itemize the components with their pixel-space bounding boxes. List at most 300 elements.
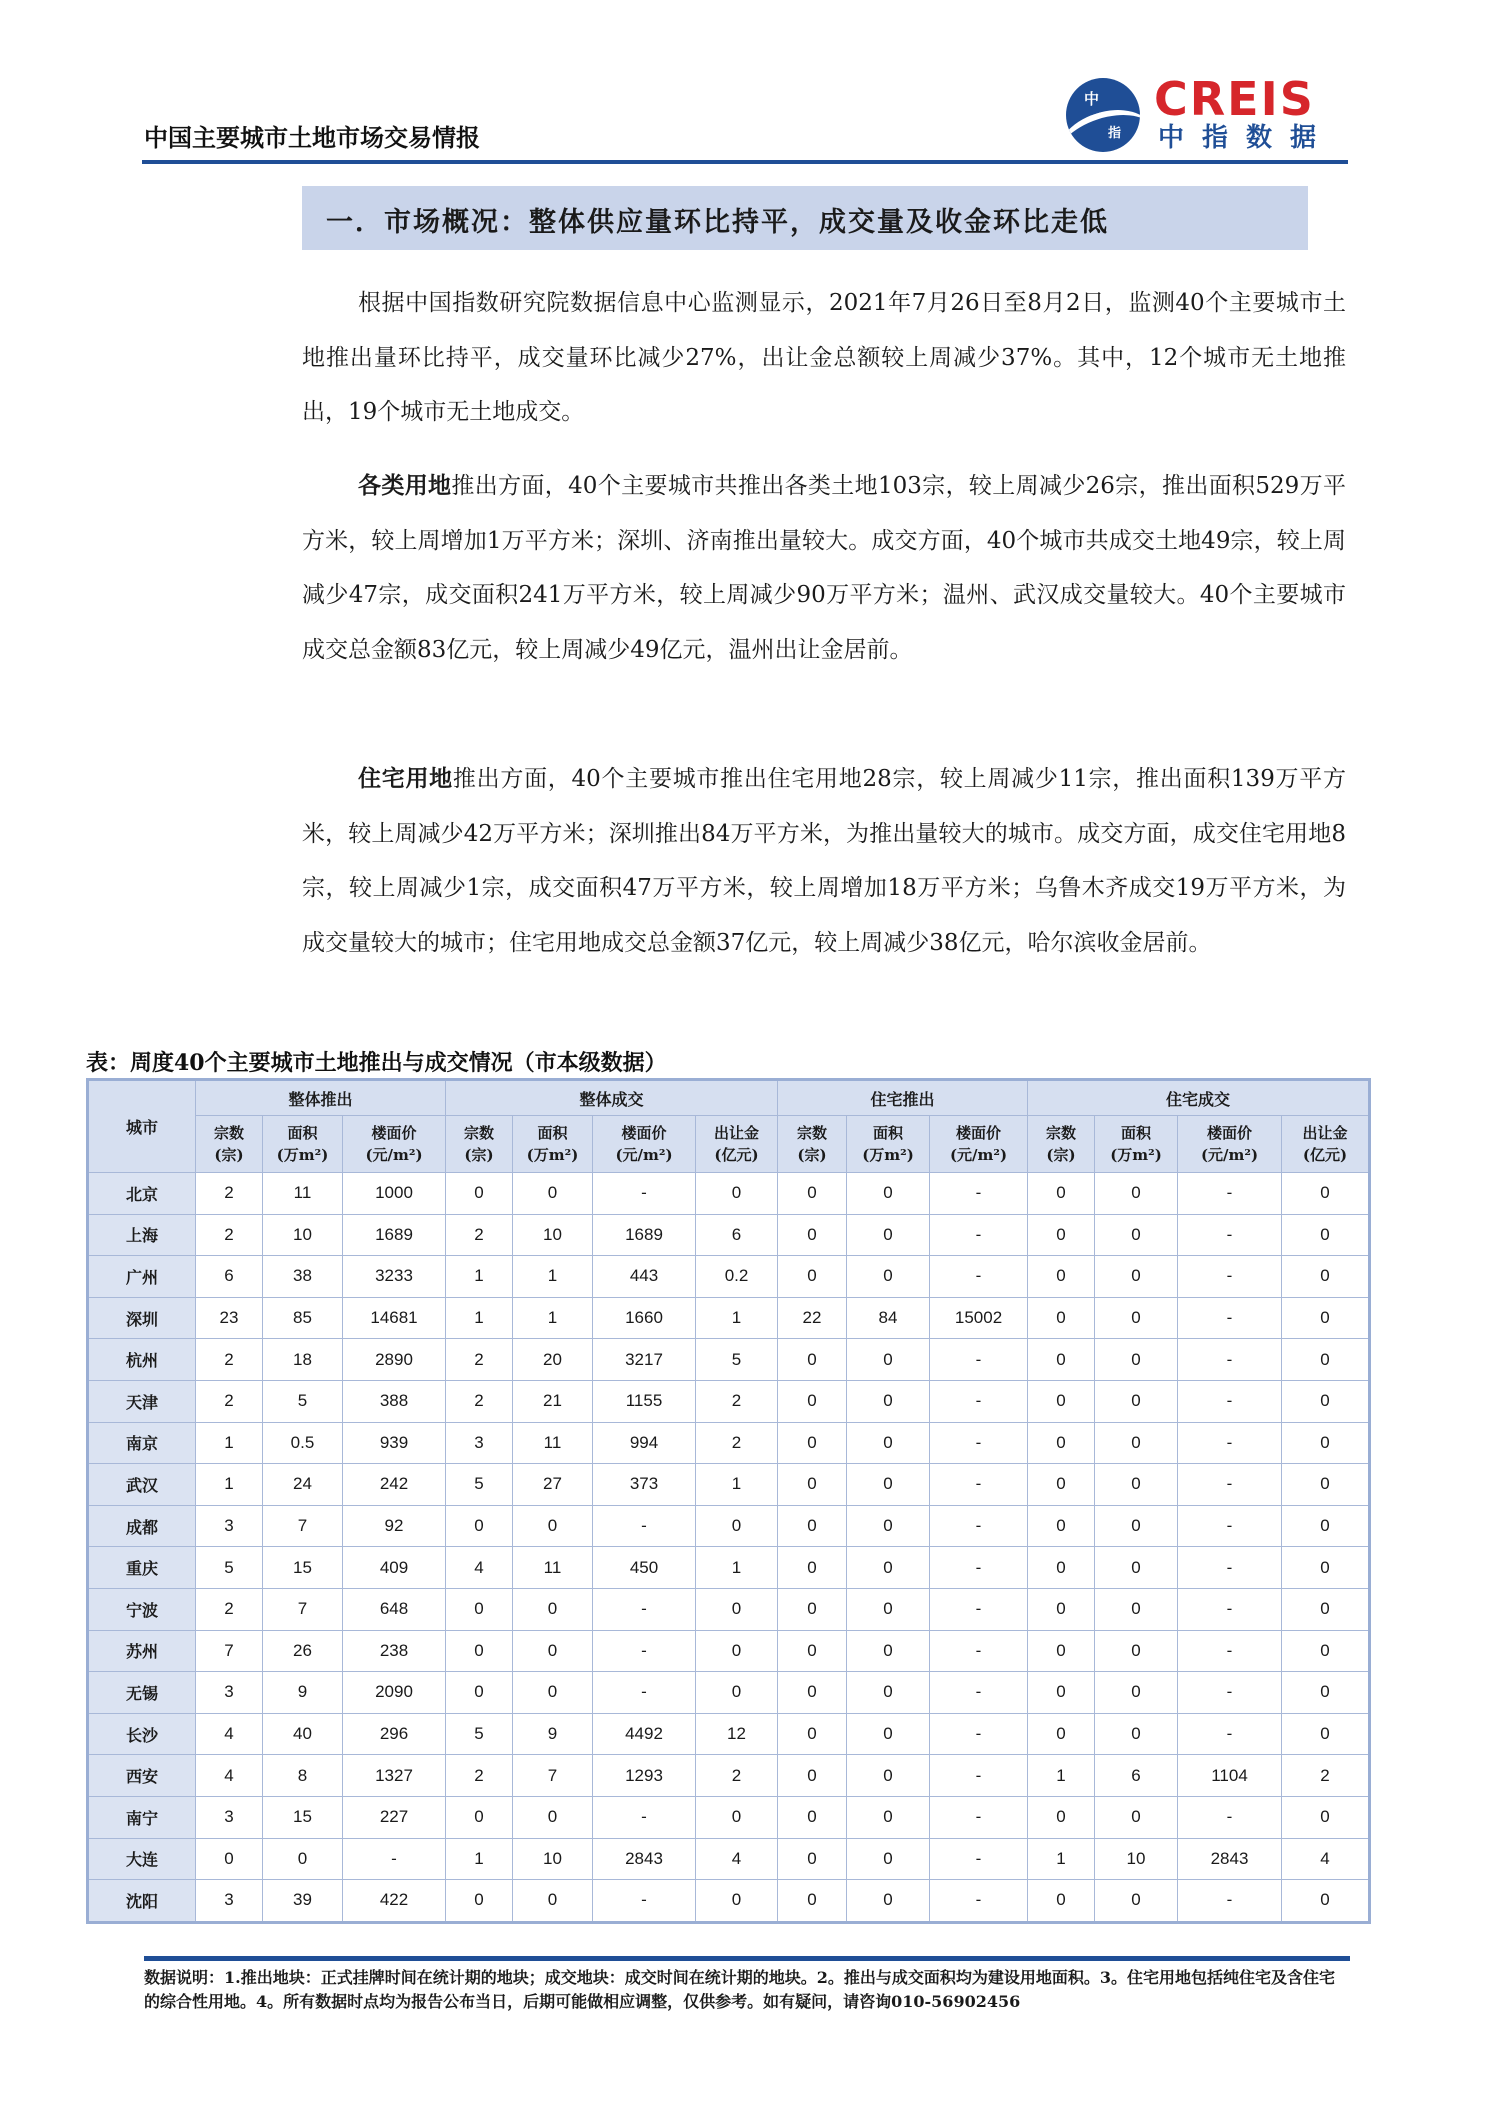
table-cell: 0 [446,1588,513,1630]
city-cell: 南京 [88,1422,196,1464]
table-cell: 0 [446,1505,513,1547]
table-cell: - [593,1588,696,1630]
table-cell: 7 [263,1588,343,1630]
table-cell: 0 [847,1464,930,1506]
table-cell: 0 [847,1588,930,1630]
column-header-label: 面积 [1121,1124,1152,1142]
column-header-label: 楼面价 [621,1124,667,1142]
table-cell: 0 [1095,1588,1178,1630]
column-header-unit: (宗) [797,1146,827,1164]
logo-wordmark: CREIS [1154,72,1315,126]
table-cell: 0 [1095,1505,1178,1547]
paragraph-all-land [302,459,1346,677]
table-cell: 4 [696,1838,778,1880]
table-cell: 0 [847,1173,930,1215]
city-column-header: 城市 [88,1080,196,1173]
table-cell: 2 [1282,1755,1370,1797]
table-cell: 0 [847,1880,930,1923]
table-cell: 0 [1095,1422,1178,1464]
column-header [847,1116,930,1173]
table-cell: 373 [593,1464,696,1506]
table-cell: 9 [263,1672,343,1714]
table-cell: 0 [1282,1588,1370,1630]
table-cell: 4 [1282,1838,1370,1880]
city-cell: 天津 [88,1380,196,1422]
table-cell: 3 [196,1796,263,1838]
table-row [88,1297,1370,1339]
column-header-unit: (宗) [464,1146,494,1164]
column-header [930,1116,1028,1173]
column-header [593,1116,696,1173]
table-cell: 0 [1282,1547,1370,1589]
column-header [196,1116,263,1173]
table-cell: 0 [1028,1422,1095,1464]
table-cell: 0 [1095,1630,1178,1672]
table-cell: - [1178,1339,1282,1381]
table-cell: - [1178,1297,1282,1339]
table-cell: 1 [696,1547,778,1589]
table-cell: 1 [513,1297,593,1339]
group-header: 住宅成交 [1028,1080,1370,1116]
table-cell: 0 [696,1173,778,1215]
table-row [88,1755,1370,1797]
table-cell: 0 [446,1173,513,1215]
table-cell: 39 [263,1880,343,1923]
table-cell: 4492 [593,1713,696,1755]
table-cell: 0 [847,1256,930,1298]
table-cell: 0 [847,1838,930,1880]
table-cell: 0 [1282,1422,1370,1464]
table-row [88,1256,1370,1298]
table-cell: 3 [196,1505,263,1547]
logo-subtitle: 中指数据 [1158,123,1335,153]
table-cell: 11 [263,1173,343,1215]
table-cell: 2843 [1178,1838,1282,1880]
table-cell: - [930,1796,1028,1838]
table-row [88,1713,1370,1755]
table-cell: 1000 [343,1173,446,1215]
table-cell: 450 [593,1547,696,1589]
table-cell: - [1178,1173,1282,1215]
table-cell: 18 [263,1339,343,1381]
table-cell: 3 [196,1672,263,1714]
table-cell: 0 [1095,1297,1178,1339]
table-cell: 227 [343,1796,446,1838]
city-cell: 南宁 [88,1796,196,1838]
table-cell: 24 [263,1464,343,1506]
table-cell: 6 [696,1214,778,1256]
table-cell: 0 [1282,1214,1370,1256]
table-cell: 0 [847,1505,930,1547]
table-row [88,1464,1370,1506]
column-header-unit: (万m²) [276,1146,329,1164]
table-cell: - [930,1505,1028,1547]
land-transaction-table [86,1078,1371,1924]
table-row [88,1173,1370,1215]
table-cell: 0 [1095,1339,1178,1381]
table-cell: 0 [778,1422,847,1464]
table-cell: 3 [446,1422,513,1464]
table-cell: 0 [778,1214,847,1256]
table-cell: 0 [263,1838,343,1880]
table-cell: 0 [1028,1339,1095,1381]
table-cell: 14681 [343,1297,446,1339]
table-cell: 0 [1028,1256,1095,1298]
table-row [88,1588,1370,1630]
table-cell: 994 [593,1422,696,1464]
table-cell: 1660 [593,1297,696,1339]
paragraph-residential-land [302,752,1346,970]
table-cell: 0 [1282,1464,1370,1506]
table-cell: 0 [1282,1796,1370,1838]
logo-glyph-top: 中 [1084,90,1100,108]
table-cell: 85 [263,1297,343,1339]
table-cell: 0 [1282,1880,1370,1923]
table-cell: - [1178,1256,1282,1298]
table-cell: 2090 [343,1672,446,1714]
table-cell: - [1178,1380,1282,1422]
city-cell: 苏州 [88,1630,196,1672]
table-cell: - [930,1547,1028,1589]
table-cell: 0 [1028,1672,1095,1714]
table-cell: 20 [513,1339,593,1381]
table-cell: - [593,1630,696,1672]
city-cell: 重庆 [88,1547,196,1589]
table-cell: 2 [446,1339,513,1381]
table-cell: 3217 [593,1339,696,1381]
table-cell: 0 [1095,1880,1178,1923]
table-cell: 6 [196,1256,263,1298]
table-cell: 0 [847,1547,930,1589]
column-header-unit: (元/m²) [949,1146,1008,1164]
column-header-unit: (宗) [1046,1146,1076,1164]
table-cell: - [930,1755,1028,1797]
table-cell: 0 [778,1880,847,1923]
table-cell: 2 [696,1380,778,1422]
group-header: 整体推出 [196,1080,446,1116]
table-cell: 0 [1028,1214,1095,1256]
table-row [88,1547,1370,1589]
city-cell: 成都 [88,1505,196,1547]
table-cell: 6 [1095,1755,1178,1797]
table-cell: 4 [446,1547,513,1589]
table-cell: 5 [263,1380,343,1422]
table-cell: 1155 [593,1380,696,1422]
table-cell: 0 [847,1339,930,1381]
city-cell: 杭州 [88,1339,196,1381]
table-cell: 3233 [343,1256,446,1298]
table-cell: - [930,1173,1028,1215]
table-cell: 0 [446,1796,513,1838]
table-cell: 0 [847,1672,930,1714]
table-cell: 2 [696,1755,778,1797]
table-cell: 23 [196,1297,263,1339]
table-cell: 0 [778,1380,847,1422]
column-header-unit: (万m²) [526,1146,579,1164]
table-cell: 443 [593,1256,696,1298]
table-cell: 0 [778,1547,847,1589]
table-cell: 0 [847,1630,930,1672]
table-cell: 0 [1095,1214,1178,1256]
table-cell: 1 [696,1464,778,1506]
table-cell: 10 [513,1838,593,1880]
table-cell: 0 [778,1838,847,1880]
table-cell: 1689 [593,1214,696,1256]
table-cell: 422 [343,1880,446,1923]
table-cell: 0 [847,1755,930,1797]
paragraph-text: 推出方面，40个主要城市推出住宅用地28宗，较上周减少11宗，推出面积139万平方米，较上周减少42万平方米；深圳推出84万平方米，为推出量较大的城市。成交方面，成交住宅用地8宗，较上周减少1宗，成交面积47万平方米，较上周增加18万平方米；乌鲁木齐成交19万平方米，为成交量较大的城市；住宅用地成交总金额37亿元，较上周减少38亿元，哈尔滨收金居前。 [302,766,1347,956]
table-cell: 0 [1095,1380,1178,1422]
table-cell: 0 [1095,1464,1178,1506]
table-cell: 0 [446,1880,513,1923]
table-cell: 1 [446,1256,513,1298]
table-cell: - [930,1630,1028,1672]
table-cell: 0 [696,1588,778,1630]
table-cell: 7 [263,1505,343,1547]
table-cell: - [930,1713,1028,1755]
table-cell: 0 [778,1796,847,1838]
table-cell: - [1178,1880,1282,1923]
table-cell: 0 [1282,1672,1370,1714]
column-header [446,1116,513,1173]
table-cell: 939 [343,1422,446,1464]
table-cell: 1 [1028,1755,1095,1797]
city-cell: 西安 [88,1755,196,1797]
table-cell: - [930,1339,1028,1381]
table-cell: 0 [847,1713,930,1755]
table-cell: 648 [343,1588,446,1630]
table-cell: 7 [196,1630,263,1672]
table-cell: 0 [1282,1505,1370,1547]
table-cell: 2 [446,1214,513,1256]
column-header-unit: (亿元) [714,1146,759,1164]
group-header: 整体成交 [446,1080,778,1116]
table-row [88,1214,1370,1256]
column-header-unit: (元/m²) [365,1146,423,1164]
column-header-label: 楼面价 [956,1124,1002,1142]
table-cell: 15 [263,1547,343,1589]
column-header-label: 面积 [873,1124,904,1142]
city-cell: 北京 [88,1173,196,1215]
table-cell: 0 [778,1339,847,1381]
table-cell: - [1178,1214,1282,1256]
table-cell: - [1178,1630,1282,1672]
column-header-label: 出让金 [1302,1124,1348,1142]
table-cell: - [1178,1713,1282,1755]
table-cell: 0 [778,1755,847,1797]
logo-emblem-icon [1066,78,1140,152]
table-cell: 0 [1095,1256,1178,1298]
column-header-label: 面积 [537,1124,568,1142]
table-cell: 0 [778,1630,847,1672]
table-cell: 1 [513,1256,593,1298]
table-cell: 0 [196,1838,263,1880]
table-cell: 0 [1028,1505,1095,1547]
table-cell: 0 [513,1796,593,1838]
table-cell: 0 [1028,1796,1095,1838]
table-cell: 1 [696,1297,778,1339]
table-cell: 0 [1282,1713,1370,1755]
table-row [88,1838,1370,1880]
creis-logo [1062,72,1352,158]
column-header-unit: (万m²) [862,1146,914,1164]
table-cell: 1689 [343,1214,446,1256]
group-header: 住宅推出 [778,1080,1028,1116]
table-cell: 1 [196,1422,263,1464]
table-cell: - [930,1380,1028,1422]
table-cell: 0 [778,1672,847,1714]
table-cell: 238 [343,1630,446,1672]
table-cell: 21 [513,1380,593,1422]
table-cell: 388 [343,1380,446,1422]
table-cell: 0 [1028,1630,1095,1672]
table-cell: 27 [513,1464,593,1506]
table-cell: 0 [1028,1880,1095,1923]
paragraph-overview [302,276,1346,440]
paragraph-text: 推出方面，40个主要城市共推出各类土地103宗，较上周减少26宗，推出面积529万平方米，较上周增加1万平方米；深圳、济南推出量较大。成交方面，40个城市共成交土地49宗，较上周减少47宗，成交面积241万平方米，较上周减少90万平方米；温州、武汉成交量较大。40个主要城市成交总金额83亿元，较上周减少49亿元，温州出让金居前。 [302,473,1346,663]
table-cell: 0 [778,1464,847,1506]
table-cell: 0 [696,1505,778,1547]
report-title: 中国主要城市土地市场交易情报 [144,124,480,152]
table-cell: 0 [513,1880,593,1923]
logo-glyph-bottom: 指 [1108,126,1122,141]
table-cell: 12 [696,1713,778,1755]
footer-note: 数据说明：1.推出地块：正式挂牌时间在统计期的地块；成交地块：成交时间在统计期的地块。2。推出与成交面积均为建设用地面积。3。住宅用地包括纯住宅及含住宅的综合性用地。4。所有数据时点均为报告公布当日，后期可能做相应调整，仅供参考。如有疑问，请咨询010-56902456 [144,1968,1335,2011]
table-cell: - [1178,1672,1282,1714]
paragraph-text: 根据中国指数研究院数据信息中心监测显示，2021年7月26日至8月2日，监测40个主要城市土地推出量环比持平，成交量环比减少27%，出让金总额较上周减少37%。其中，12个城市无土地推出，19个城市无土地成交。 [302,290,1346,426]
table-cell: 0 [847,1214,930,1256]
table-cell: 4 [196,1713,263,1755]
table-cell: 11 [513,1422,593,1464]
table-cell: - [593,1505,696,1547]
column-header [778,1116,847,1173]
table-cell: 0.5 [263,1422,343,1464]
section-heading [302,186,1308,250]
table-cell: 1104 [1178,1755,1282,1797]
paragraph-lead: 各类用地 [358,472,452,499]
table-cell: 0 [513,1588,593,1630]
table-cell: 5 [696,1339,778,1381]
table-row [88,1796,1370,1838]
table-cell: 0 [513,1173,593,1215]
column-header-label: 面积 [287,1124,318,1142]
city-cell: 宁波 [88,1588,196,1630]
table-cell: 0.2 [696,1256,778,1298]
table-cell: 10 [513,1214,593,1256]
column-header [513,1116,593,1173]
table-cell: 0 [1282,1297,1370,1339]
table-cell: 38 [263,1256,343,1298]
table-cell: 5 [196,1547,263,1589]
city-cell: 上海 [88,1214,196,1256]
table-cell: 0 [1028,1297,1095,1339]
table-cell: 2 [446,1755,513,1797]
header-divider [142,160,1348,164]
table-cell: 15 [263,1796,343,1838]
table-cell: 2 [696,1422,778,1464]
table-cell: 0 [1028,1380,1095,1422]
table-cell: 0 [1095,1672,1178,1714]
table-cell: 2 [196,1173,263,1215]
table-cell: 7 [513,1755,593,1797]
table-cell: 84 [847,1297,930,1339]
table-cell: 0 [1282,1339,1370,1381]
table-cell: 409 [343,1547,446,1589]
column-header-label: 楼面价 [1207,1124,1253,1142]
column-header-label: 宗数 [1046,1124,1077,1142]
table-cell: 0 [513,1505,593,1547]
table-cell: - [930,1256,1028,1298]
table-cell: 2890 [343,1339,446,1381]
table-cell: 11 [513,1547,593,1589]
table-cell: 0 [847,1380,930,1422]
table-cell: - [1178,1422,1282,1464]
table-cell: 1 [446,1297,513,1339]
table-cell: 0 [847,1422,930,1464]
table-cell: 0 [1028,1464,1095,1506]
table-cell: - [930,1672,1028,1714]
table-cell: 0 [1095,1713,1178,1755]
table-cell: - [1178,1796,1282,1838]
table-cell: - [930,1422,1028,1464]
table-cell: 1 [196,1464,263,1506]
table-cell: 0 [1282,1630,1370,1672]
table-cell: 0 [446,1630,513,1672]
table-cell: 15002 [930,1297,1028,1339]
column-header [1282,1116,1370,1173]
section-heading-text: 一．市场概况：整体供应量环比持平，成交量及收金环比走低 [326,207,1109,238]
column-header-unit: (宗) [214,1146,244,1164]
table-cell: - [1178,1464,1282,1506]
column-header-label: 宗数 [797,1124,828,1142]
footer-divider [144,1956,1350,1961]
column-header-unit: (元/m²) [1200,1146,1259,1164]
table-cell: 3 [196,1880,263,1923]
table-cell: 2 [196,1380,263,1422]
table-cell: 0 [1282,1256,1370,1298]
table-cell: 0 [1095,1547,1178,1589]
city-cell: 沈阳 [88,1880,196,1923]
column-header [696,1116,778,1173]
table-cell: 92 [343,1505,446,1547]
table-cell: 0 [1028,1547,1095,1589]
city-cell: 深圳 [88,1297,196,1339]
table-cell: 0 [778,1256,847,1298]
table-cell: 10 [263,1214,343,1256]
table-cell: 0 [1028,1588,1095,1630]
table-cell: - [1178,1505,1282,1547]
column-header [1178,1116,1282,1173]
table-cell: 0 [778,1173,847,1215]
column-header [263,1116,343,1173]
table-cell: - [343,1838,446,1880]
column-header [343,1116,446,1173]
table-cell: 0 [446,1672,513,1714]
column-header-unit: (亿元) [1302,1146,1348,1164]
table-cell: 0 [778,1505,847,1547]
column-header [1095,1116,1178,1173]
table-cell: 0 [1028,1173,1095,1215]
table-caption: 表：周度40个主要城市土地推出与成交情况（市本级数据） [86,1050,667,1076]
table-cell: 2843 [593,1838,696,1880]
column-header-label: 宗数 [213,1124,244,1142]
paragraph-lead: 住宅用地 [358,765,453,792]
table-cell: 0 [1282,1173,1370,1215]
table-cell: 1327 [343,1755,446,1797]
table-cell: - [1178,1588,1282,1630]
table-cell: 2 [196,1214,263,1256]
table-cell: 242 [343,1464,446,1506]
